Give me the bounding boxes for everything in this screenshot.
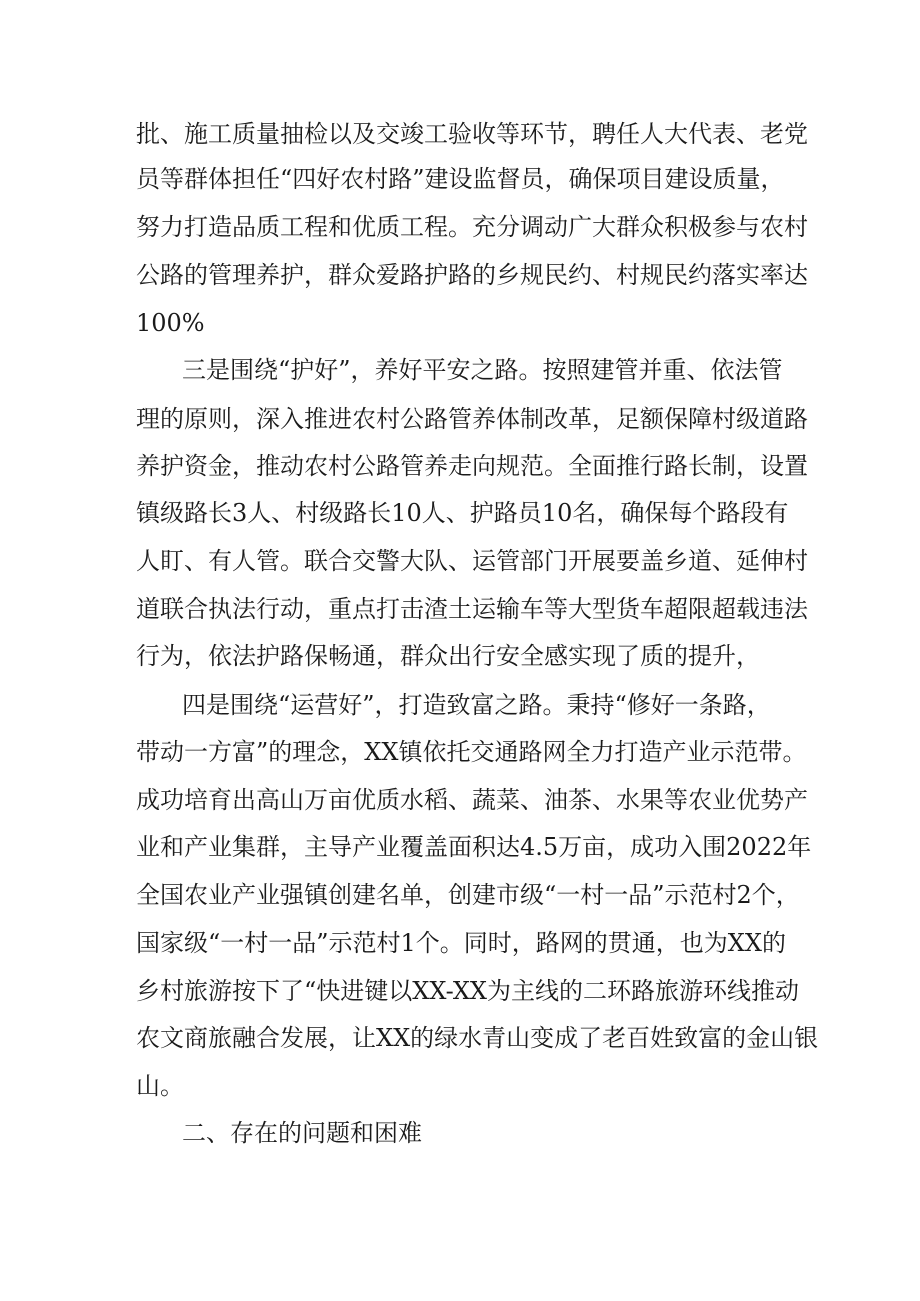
text-line: 人盯、有人管。联合交警大队、运管部门开展要盖乡道、延伸村 xyxy=(136,547,808,575)
text-line: 四是围绕“运营好”，打造致富之路。秉持“修好一条路， xyxy=(182,691,771,719)
text-line: 员等群体担任“四好农村路”建设监督员，确保项目建设质量， xyxy=(136,165,785,193)
text-line: 成功培育出高山万亩优质水稻、蔬菜、油茶、水果等农业优势产 xyxy=(136,786,808,814)
section-heading: 二、存在的问题和困难 xyxy=(182,1119,422,1147)
text-line: 公路的管理养护，群众爱路护路的乡规民约、村规民约落实率达 xyxy=(136,261,808,289)
text-line: 养护资金，推动农村公路管养走向规范。全面推行路长制，设置 xyxy=(136,452,808,480)
text-line: 带动一方富”的理念，XX镇依托交通路网全力打造产业示范带。 xyxy=(136,738,807,766)
text-line: 行为，依法护路保畅通，群众出行安全感实现了质的提升， xyxy=(136,642,760,670)
text-line: 全国农业产业强镇创建名单，创建市级“一村一品”示范村2个， xyxy=(136,881,800,909)
text-line: 道联合执法行动，重点打击渣土运输车等大型货车超限超载违法 xyxy=(136,595,808,623)
text-line: 山。 xyxy=(136,1072,184,1100)
text-line: 努力打造品质工程和优质工程。充分调动广大群众积极参与农村 xyxy=(136,213,808,241)
text-line: 乡村旅游按下了“快进键以XX-XX为主线的二环路旅游环线推动 xyxy=(136,977,800,1005)
text-line: 理的原则，深入推进农村公路管养体制改革，足额保障村级道路 xyxy=(136,405,808,433)
text-line: 批、施工质量抽检以及交竣工验收等环节，聘任人大代表、老党 xyxy=(136,120,808,148)
text-line: 农文商旅融合发展，让XX的绿水青山变成了老百姓致富的金山银 xyxy=(136,1024,819,1052)
text-line: 国家级“一村一品”示范村1个。同时，路网的贯通，也为XX的 xyxy=(136,929,786,957)
text-line: 100% xyxy=(136,309,205,337)
text-line: 镇级路长3人、村级路长10人、护路员10名，确保每个路段有 xyxy=(136,499,789,527)
text-line: 三是围绕“护好”，养好平安之路。按照建管并重、依法管 xyxy=(182,356,783,384)
text-line: 业和产业集群，主导产业覆盖面积达4.5万亩，成功入围2022年 xyxy=(136,833,812,861)
